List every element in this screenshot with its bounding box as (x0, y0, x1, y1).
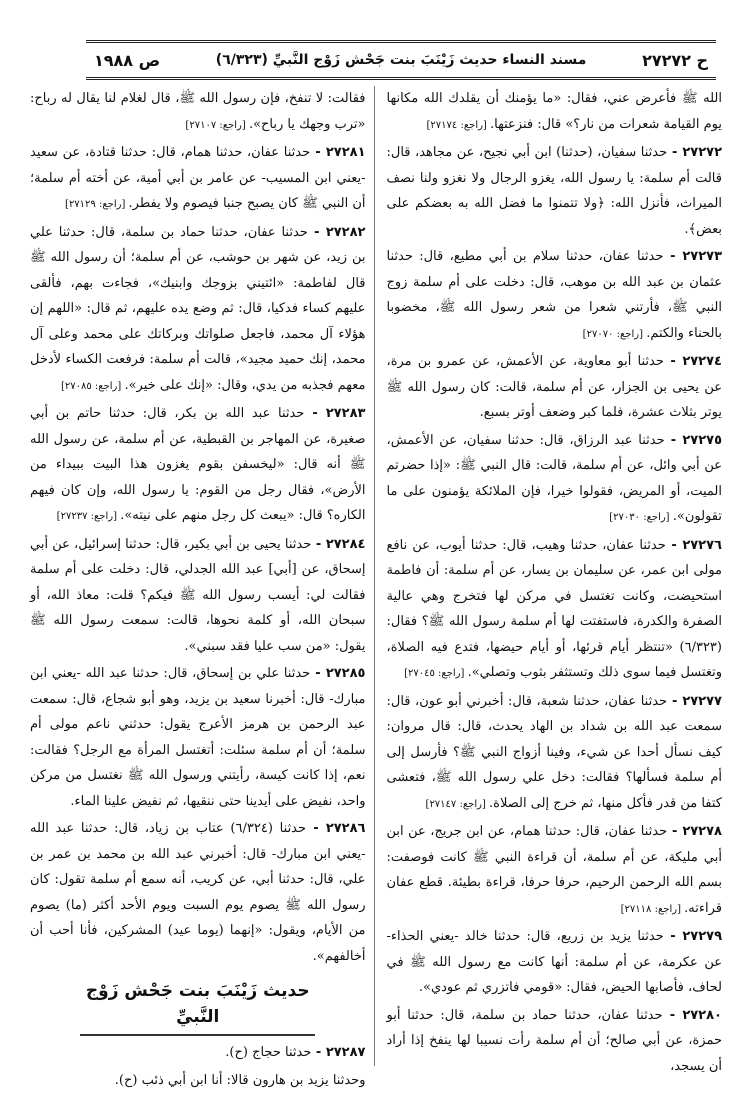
hadith-number: ٢٧٢٨٦ - (306, 821, 365, 836)
header-page-number: ص ١٩٨٨ (86, 51, 168, 70)
hadith-paragraph (30, 532, 366, 660)
hadith-text: حدثنا عفان، حدثنا سلام بن أبي مطيع، قال: حدثنا عثمان بن عبد الله بن موهب، قال: دخلت على أم سلمة زوج النبي ﷺ، فأرتني شعرا من شعر رسول الله ﷺ، مخضوبا بالحناء والكتم. (387, 249, 723, 341)
page-header (86, 40, 716, 80)
hadith-text: حدثنا عفان، حدثنا حماد بن سلمة، قال: حدثنا أبو حمزة، عن أبي صالح؛ أن أم سلمة رأت نسيبا لها ينفخ إذا أراد أن يسجد، (387, 1008, 723, 1074)
hadith-paragraph (387, 533, 723, 687)
cross-reference: [راجع: ٢٧١٤٧] (426, 799, 490, 810)
hadith-text: حدثنا عفان، قال: حدثنا همام، عن ابن جريج، عن ابن أبي مليكة، عن أم سلمة، أن قراءة النبي ﷺ كانت فوصفت: بسم الله الرحمن الرحيم، حرفا حرفا، قراءة بطيئة. قطع عفان قراءته. (387, 824, 723, 916)
hadith-text: فقالت: لا تنفخ، فإن رسول الله ﷺ، قال لغلام لنا يقال له رباح: «ترب وجهك يا رباح». (30, 91, 366, 132)
hadith-number: ٢٧٢٧٤ - (664, 354, 722, 369)
hadith-number: ٢٧٢٨٠ - (663, 1008, 722, 1023)
cross-reference: [راجع: ٢٧٠٣٠] (609, 512, 673, 523)
hadith-text: حدثنا سفيان، (حدثنا) ابن أبي نجيح، عن مجاهد، قال: قالت أم سلمة: يا رسول الله، يغزو الرجال ولا نغزو ولنا نصف الميراث، فأنزل الله: ﴿ولا تتمنوا ما فضل الله به بعضكم على بعض﴾. (387, 145, 723, 237)
hadith-text: وحدثنا يزيد بن هارون قالا: أنا ابن أبي ذئب (ح). (115, 1073, 366, 1088)
section-title: حديث زَيْنَبَ بنت جَحْش زَوْج النَّبيِّ (80, 979, 315, 1036)
hadith-paragraph (30, 1040, 366, 1066)
hadith-number: ٢٧٢٨٥ - (310, 666, 365, 681)
cross-reference: [راجع: ٢٧٠٧٠] (583, 329, 647, 340)
hadith-text: حدثنا يزيد بن زريع، قال: حدثنا خالد -يعني الحذاء- عن عكرمة، عن أم سلمة: أنها كانت مع رسول الله ﷺ في لحاف، فأصابها الحيض، فقال: «قومي فاتزري ثم عودي». (387, 929, 723, 995)
hadith-text: حدثنا أبو معاوية، عن الأعمش، عن عمرو بن مرة، عن يحيى بن الجزار، عن أم سلمة، قالت: كان رسول الله ﷺ يوتر بثلاث عشرة، فلما كبر وضعف أوتر بسبع. (387, 354, 723, 420)
hadith-paragraph (387, 819, 723, 922)
hadith-text: حدثنا عبد الله بن بكر، قال: حدثنا حاتم بن أبي صغيرة، عن المهاجر بن القبطية، عن أم سلمة، عن رسول الله ﷺ أنه قال: «ليخسفن بقوم يغزون هذا البيت ببيداء من الأرض»، فقال رجل من القوم: يا رسول الله، وإن كان فيهم الكاره؟ قال: «يبعث كل رجل منهم على نيته». (30, 406, 366, 523)
hadith-text: حدثنا عفان، حدثنا وهيب، قال: حدثنا أيوب، عن نافع مولى ابن عمر، عن سليمان بن يسار، عن أم سلمة: أن فاطمة استحيضت، وكانت تغتسل في مركن لها فتخرج وهي عالية الصفرة والكدرة، فاستفتت لها أم سلمة رسول الله ﷺ؟ فقال: (٦/٣٢٣) «تنتظر أيام قرئها، أو أيام حيضها، فتدع فيه الصلاة، وتغتسل فيما سوى ذلك وتستثفر بثوب وتصلي». (387, 538, 723, 681)
hadith-paragraph (387, 428, 723, 531)
cross-reference: [راجع: ٢٧١١٨] (621, 904, 685, 915)
hadith-text: حدثنا عفان، حدثنا شعبة، قال: أخبرني أبو عون، قال: سمعت عبد الله بن شداد بن الهاد يحدث، قال: قال مروان: كيف نسأل أحدا عن شيء، وفينا أزواج النبي ﷺ؟ فأرسل إلى أم سلمة فسألها؟ فقالت: دخل علي رسول الله ﷺ، فتعشى كتفا من قدر فأكل منها، ثم خرج إلى الصلاة. (387, 694, 723, 811)
hadith-paragraph (387, 86, 723, 138)
hadith-number: ٢٧٢٧٨ - (667, 824, 722, 839)
left-column (30, 86, 375, 1066)
text-columns (30, 86, 722, 1066)
hadith-paragraph (387, 924, 723, 1001)
hadith-paragraph (30, 1068, 366, 1093)
hadith-number: ٢٧٢٧٦ - (666, 538, 722, 553)
hadith-paragraph (30, 220, 366, 400)
hadith-text: حدثنا عفان، حدثنا حماد بن سلمة، قال: حدثنا علي بن زيد، عن شهر بن حوشب، عن أم سلمة؛ أن رسول الله ﷺ قال لفاطمة: «ائتيني بزوجك وابنيك»، فجاءت بهم، فألقى عليهم كساء فدكيا، قال: ثم وضع يده عليهم، ثم قال: «اللهم إن هؤلاء آل محمد، فاجعل صلواتك وبركاتك على محمد وعلى آل محمد، إنك حميد مجيد»، قالت أم سلمة: فرفعت الكساء لأدخل معهم فجذبه من يدي، وقال: «إنك على خير». (30, 225, 366, 393)
hadith-number: ٢٧٢٧٧ - (667, 694, 722, 709)
hadith-text: حدثنا (٦/٣٢٤) عتاب بن زياد، قال: حدثنا عبد الله -يعني ابن مبارك- قال: أخبرني عبد الله بن محمد بن عمر بن علي، قال: حدثنا أبي، عن كريب، أنه سمع أم سلمة تقول: كان رسول الله ﷺ يصوم يوم السبت ويوم الأحد أكثر (ما) يصوم من الأيام، ويقول: «إنهما (يوما عيد) المشركين، فأنا أحب أن أخالفهم». (30, 821, 366, 964)
header-hadith-number: ح ٢٧٢٧٢ (634, 51, 716, 70)
hadith-text: حدثنا يحيى بن أبي بكير، قال: حدثنا إسرائيل، عن أبي إسحاق، عن [أبي] عبد الله الجدلي، قال: دخلت على أم سلمة فقالت لي: أيسب رسول الله ﷺ فيكم؟ قلت: معاذ الله، أو سبحان الله، أو كلمة نحوها، قالت: سمعت رسول الله ﷺ يقول: «من سب عليا فقد سبني». (30, 537, 366, 654)
hadith-text: حدثنا حجاج (ح). (225, 1045, 311, 1060)
hadith-text: حدثنا عبد الرزاق، قال: حدثنا سفيان، عن الأعمش، عن أبي وائل، عن أم سلمة، قالت: قال النبي ﷺ: «إذا حضرتم الميت، أو المريض، فقولوا خيرا، فإن الملائكة يؤمنون على ما تقولون». (387, 433, 723, 525)
hadith-text: الله ﷺ فأعرض عني، فقال: «ما يؤمنك أن يقلدك الله مكانها يوم القيامة شعرات من نار؟» قال: فنزعتها. (387, 91, 723, 132)
cross-reference: [راجع: ٢٧٢٣٧] (57, 511, 121, 522)
hadith-paragraph (387, 689, 723, 818)
cross-reference: [راجع: ٢٧١٠٧] (185, 120, 249, 131)
hadith-number: ٢٧٢٧٥ - (665, 433, 722, 448)
cross-reference: [راجع: ٢٧٠٨٥] (61, 381, 125, 392)
hadith-number: ٢٧٢٨٣ - (304, 406, 365, 421)
hadith-number: ٢٧٢٨٧ - (311, 1045, 365, 1060)
hadith-number: ٢٧٢٨١ - (310, 145, 365, 160)
hadith-paragraph (30, 86, 366, 138)
right-column (387, 86, 723, 1066)
cross-reference: [راجع: ٢٧١٧٤] (427, 120, 491, 131)
hadith-paragraph (30, 816, 366, 969)
hadith-number: ٢٧٢٨٢ - (308, 225, 366, 240)
hadith-number: ٢٧٢٧٢ - (667, 145, 722, 160)
cross-reference: [راجع: ٢٧١٢٩] (65, 199, 129, 210)
cross-reference: [راجع: ٢٧٠٤٥] (404, 668, 468, 679)
hadith-paragraph (30, 661, 366, 814)
hadith-text: حدثنا عفان، حدثنا همام، قال: حدثنا قتادة، عن سعيد -يعني ابن المسيب- عن عامر بن أبي أمية، عن أخته أم سلمة؛ أن النبي ﷺ كان يصبح جنبا فيصوم ولا يفطر. (30, 145, 366, 211)
hadith-paragraph (387, 140, 723, 242)
hadith-paragraph (387, 244, 723, 347)
hadith-number: ٢٧٢٧٩ - (664, 929, 722, 944)
hadith-paragraph (30, 140, 366, 218)
header-title: مسند النساء حديث زَيْنَبَ بنت جَحْش زَوْج النَّبيِّ (٦/٣٢٣) (168, 52, 634, 68)
hadith-paragraph (387, 1003, 723, 1080)
hadith-paragraph (30, 401, 366, 530)
hadith-number: ٢٧٢٨٤ - (311, 537, 365, 552)
hadith-number: ٢٧٢٧٣ - (663, 249, 722, 264)
hadith-paragraph (387, 349, 723, 426)
hadith-text: حدثنا علي بن إسحاق، قال: حدثنا عبد الله -يعني ابن مبارك- قال: أخبرنا سعيد بن يزيد، وهو أبو شجاع، قال: سمعت عبد الرحمن بن هرمز الأعرج يقول: حدثني ناعم مولى أم سلمة؛ أن أم سلمة سئلت: أتغتسل المرأة مع الرجل؟ فقالت: نعم، إذا كانت كيسة، رأيتني ورسول الله ﷺ نغتسل من مركن واحد، نفيض على أيدينا حتى ننقيها، ثم نفيض علينا الماء. (30, 666, 366, 809)
